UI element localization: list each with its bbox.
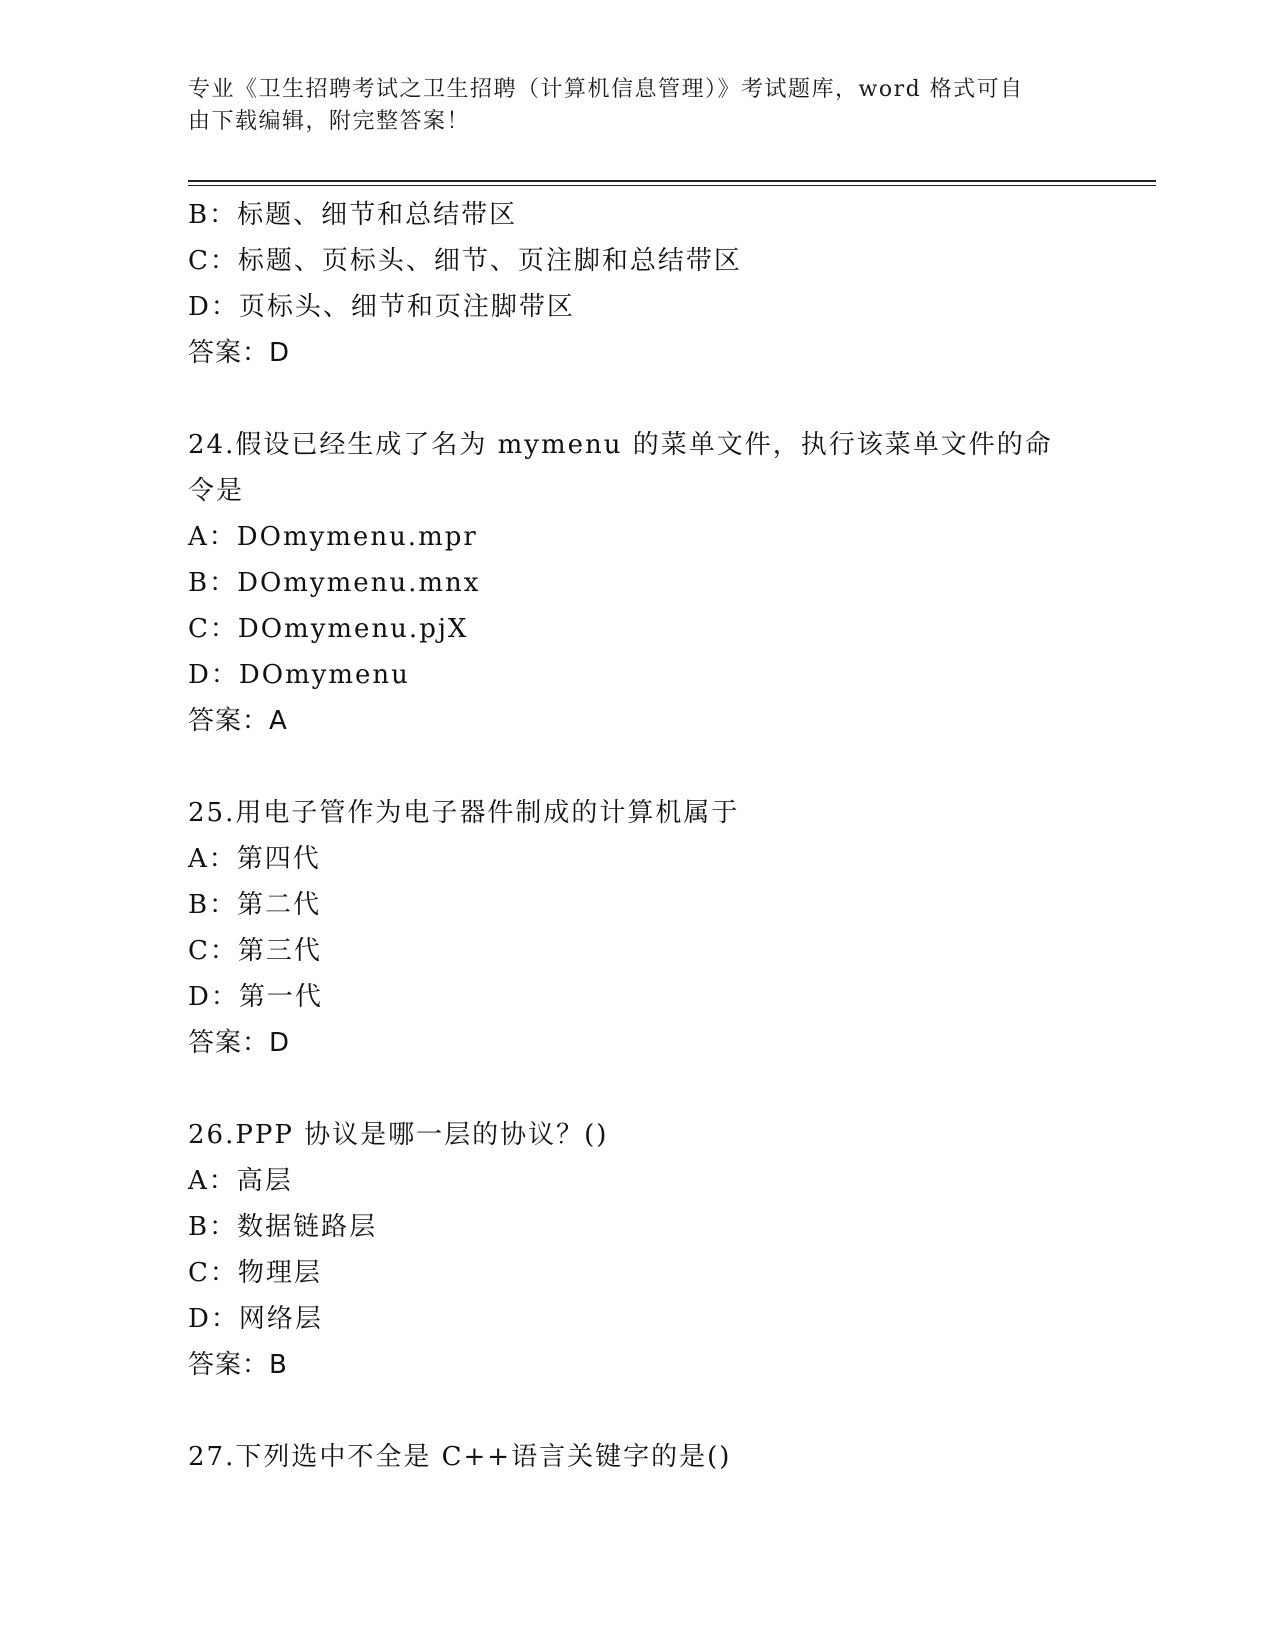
answer-line: 答案：B (188, 1350, 288, 1380)
option-c: C：DOmymenu.pjX (188, 614, 469, 644)
question-block-24 (188, 422, 1088, 744)
answer-line: 答案：D (188, 338, 291, 368)
option-d: D：页标头、细节和页注脚带区 (188, 292, 575, 322)
header-divider-top (188, 180, 1156, 182)
answer-line: 答案：A (188, 706, 288, 736)
question-block-27 (188, 1434, 1088, 1480)
option-a: A：高层 (188, 1166, 293, 1196)
question-block-prev (188, 192, 1088, 376)
option-b: B：DOmymenu.mnx (188, 568, 481, 598)
option-a: A：DOmymenu.mpr (188, 522, 478, 552)
question-block-26 (188, 1112, 1088, 1388)
question-stem: 26.PPP 协议是哪一层的协议？() (188, 1120, 609, 1150)
spacer (188, 1066, 1088, 1112)
option-c: C：标题、页标头、细节、页注脚和总结带区 (188, 246, 742, 276)
spacer (188, 1388, 1088, 1434)
document-header (188, 74, 1068, 138)
question-stem: 25.用电子管作为电子器件制成的计算机属于 (188, 798, 740, 828)
option-c: C：第三代 (188, 936, 322, 966)
question-list (188, 192, 1088, 1480)
question-block-25 (188, 790, 1088, 1066)
header-line-1: 专业《卫生招聘考试之卫生招聘（计算机信息管理）》考试题库，word 格式可自 (188, 77, 1024, 102)
option-b: B：标题、细节和总结带区 (188, 200, 518, 230)
question-stem: 27.下列选中不全是 C++语言关键字的是() (188, 1442, 732, 1472)
answer-line: 答案：D (188, 1028, 291, 1058)
option-d: D：网络层 (188, 1304, 323, 1334)
option-d: D：第一代 (188, 982, 323, 1012)
header-line-2: 由下载编辑，附完整答案！ (188, 109, 471, 134)
spacer (188, 376, 1088, 422)
option-a: A：第四代 (188, 844, 321, 874)
question-stem: 24.假设已经生成了名为 mymenu 的菜单文件，执行该菜单文件的命令是 (188, 430, 1053, 506)
header-divider-bottom (188, 185, 1156, 186)
option-b: B：第二代 (188, 890, 322, 920)
option-d: D：DOmymenu (188, 660, 410, 690)
option-b: B：数据链路层 (188, 1212, 378, 1242)
option-c: C：物理层 (188, 1258, 322, 1288)
spacer (188, 744, 1088, 790)
